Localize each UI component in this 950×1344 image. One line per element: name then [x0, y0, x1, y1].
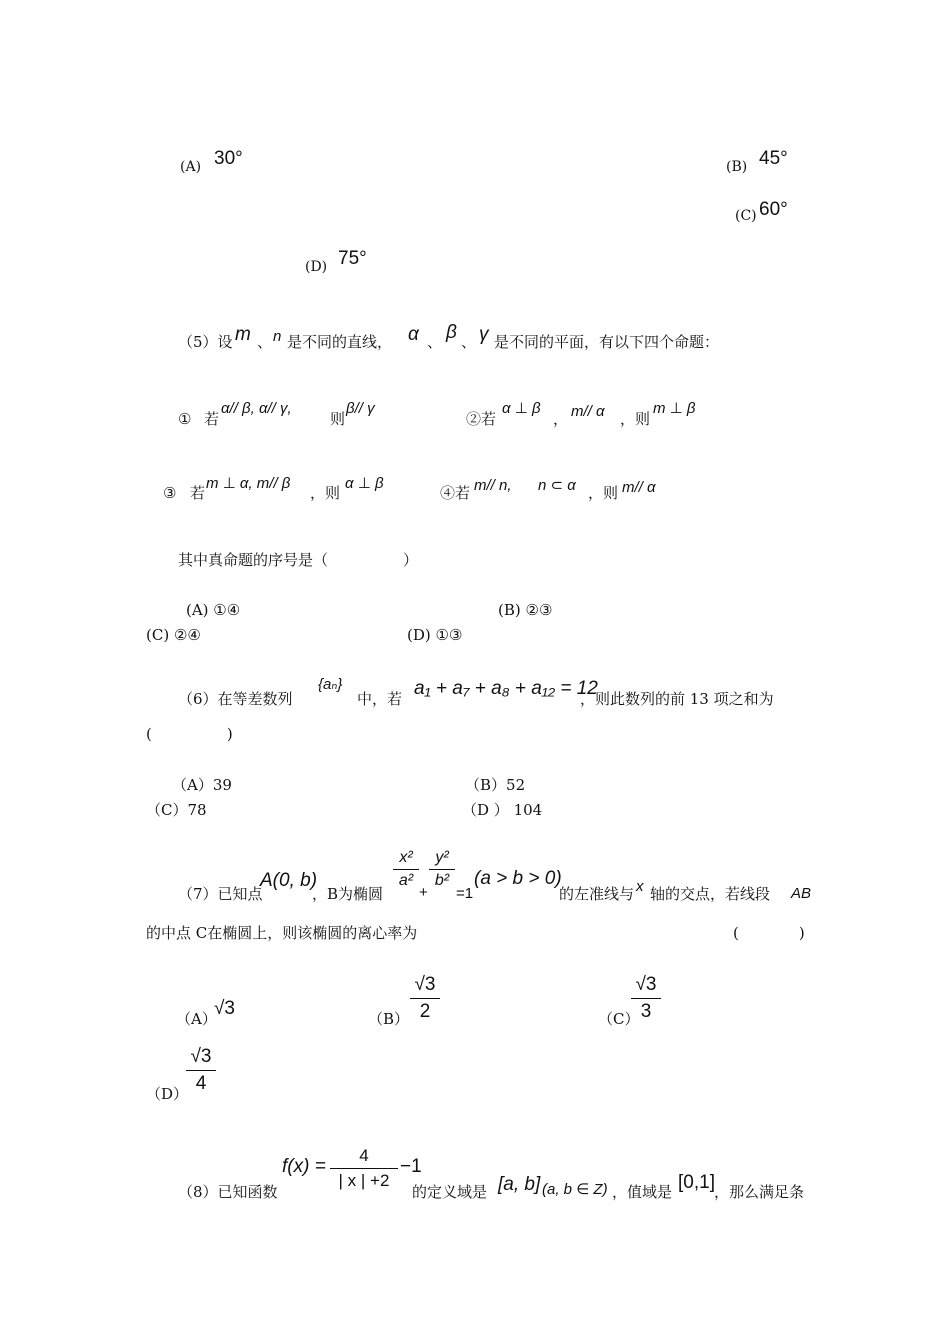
q5-prop1-then: 则: [330, 410, 346, 428]
q5-prop2-result: m ⊥ β: [653, 400, 696, 417]
q5-prop1-number: ①: [178, 410, 192, 428]
q5-option-c: (C) ②④: [146, 626, 201, 644]
q8-function-numerator: 4: [359, 1146, 369, 1165]
q8-range: [0,1]: [678, 1172, 715, 1193]
q7-plus: +: [419, 884, 428, 901]
q5-prop2-condition1: α ⊥ β: [502, 400, 541, 417]
q5-stem-part2: 是不同的直线，: [287, 333, 393, 351]
q5-prop4-condition1: m// n,: [474, 477, 512, 494]
q7-option-c-fraction: [631, 974, 661, 1023]
q7-option-d-numerator: √3: [190, 1046, 212, 1067]
q5-stem-part1: （5）设: [178, 333, 233, 351]
q7-option-b-label: （B）: [368, 1010, 410, 1028]
q5-prop3-number: ③: [163, 484, 177, 502]
q7-option-a-value: √3: [214, 998, 235, 1019]
q5-prop2-comma: ，: [553, 410, 569, 428]
q7-equals-one: =1: [456, 885, 474, 902]
q7-option-c-denominator: 3: [640, 1001, 652, 1022]
q8-function-fraction: [330, 1146, 398, 1191]
q5-prop4-number: ④若: [440, 484, 471, 502]
q5-sep1: 、: [257, 333, 273, 351]
q6-option-d: （D ） 104: [462, 801, 543, 819]
q5-option-b: (B) ②③: [498, 601, 553, 619]
q5-sep2: 、: [427, 333, 443, 351]
q4-option-b-value: 45°: [759, 148, 788, 169]
q7-condition: (a > b > 0): [474, 868, 562, 889]
q6-option-b: （B）52: [465, 776, 526, 794]
q7-stem-part1: （7）已知点: [178, 885, 263, 903]
q7-stem-part2: ，B为椭圆: [312, 885, 384, 903]
q7-option-d-fraction: [186, 1046, 216, 1095]
q7-point-a: A(0, b): [260, 870, 318, 891]
q7-stem-part4: 轴的交点，若线段: [650, 885, 771, 903]
q7-fraction-y: [429, 849, 455, 890]
q7-var-x: x: [636, 878, 644, 895]
q4-option-a-label: (A): [180, 159, 202, 175]
q7-fraction-y-bar: [429, 869, 455, 870]
q7-option-c-label: （C）: [598, 1010, 640, 1028]
q5-prop3-result: α ⊥ β: [345, 475, 384, 492]
q8-stem-part4: ，那么满足条: [714, 1183, 805, 1201]
q4-option-b-label: (B): [726, 159, 748, 175]
q7-fraction-x: [393, 849, 419, 890]
q7-option-b-fraction: [410, 974, 440, 1023]
q5-option-d: (D) ①③: [407, 626, 463, 644]
q6-equation: a₁ + a₇ + a₈ + a₁₂ = 12: [414, 678, 598, 699]
q7-option-d-denominator: 4: [195, 1073, 207, 1094]
q5-var-beta: β: [446, 322, 457, 343]
q8-domain-condition: (a, b ∈ Z): [542, 1181, 608, 1198]
q6-option-a: （A）39: [172, 776, 232, 794]
q7-stem-line2: 的中点 C在椭圆上，则该椭圆的离心率为: [146, 924, 418, 942]
q7-fraction-x-numerator: x²: [399, 849, 413, 866]
q6-stem-part2: 中，若: [357, 690, 403, 708]
q8-function-denominator: | x | +2: [338, 1171, 390, 1190]
q5-prop2-number: ②若: [466, 410, 497, 428]
q5-prop2-condition2: m// α: [571, 403, 605, 420]
q8-function-bar: [330, 1168, 398, 1169]
q6-stem-part1: （6）在等差数列: [178, 690, 293, 708]
q4-option-a-value: 30°: [214, 148, 243, 169]
q5-var-n: n: [273, 328, 282, 345]
q8-function-tail: −1: [400, 1156, 422, 1177]
q7-fraction-x-bar: [393, 869, 419, 870]
q8-function-lhs: f(x) =: [282, 1156, 326, 1177]
q5-prop4-condition2: n ⊂ α: [538, 477, 576, 494]
q6-option-c: （C）78: [146, 801, 207, 819]
q7-option-d-label: （D）: [146, 1085, 189, 1103]
q4-option-d-label: (D): [305, 259, 328, 275]
q8-domain: [a, b]: [498, 1174, 541, 1195]
q5-prop4-then: ，则: [588, 484, 619, 502]
q7-option-c-numerator: √3: [635, 974, 657, 995]
q7-option-d-bar: [186, 1070, 216, 1071]
q7-fraction-x-denominator: a²: [398, 872, 414, 889]
q5-var-m: m: [235, 324, 251, 345]
q7-stem-part3: 的左准线与: [559, 885, 635, 903]
q7-fraction-y-numerator: y²: [435, 849, 449, 866]
q7-option-a-label: （A）: [176, 1010, 217, 1028]
q5-prop2-then: ，则: [620, 410, 651, 428]
q6-answer-paren: ( ): [146, 725, 233, 743]
q5-prop1-result: β// γ: [346, 400, 375, 417]
q5-prop3-condition: m ⊥ α, m// β: [206, 475, 291, 492]
q7-option-c-bar: [631, 998, 661, 999]
q4-option-c-label: (C): [735, 208, 757, 224]
q5-var-gamma: γ: [479, 324, 489, 345]
q7-segment-ab: AB: [791, 885, 812, 902]
q5-prop3-then: ，则: [310, 484, 341, 502]
q5-prop1-condition: α// β, α// γ,: [221, 400, 292, 417]
q6-sequence: {aₙ}: [318, 676, 343, 693]
q4-option-d-value: 75°: [338, 248, 367, 269]
q8-stem-part2: 的定义域是: [412, 1183, 488, 1201]
q7-option-b-denominator: 2: [419, 1001, 431, 1022]
q5-stem-part3: 是不同的平面，有以下四个命题：: [494, 333, 720, 351]
q7-answer-paren: ( ): [733, 924, 805, 942]
q5-prop1-if: 若: [204, 410, 220, 428]
q4-option-c-value: 60°: [759, 199, 788, 220]
q5-option-a: (A) ①④: [186, 601, 241, 619]
q7-option-b-numerator: √3: [414, 974, 436, 995]
q8-stem-part1: （8）已知函数: [178, 1183, 278, 1201]
q5-var-alpha: α: [408, 324, 419, 345]
q5-prop4-result: m// α: [622, 479, 656, 496]
q6-stem-part3: ，则此数列的前 13 项之和为: [580, 690, 774, 708]
q5-question: 其中真命题的序号是（ ）: [178, 551, 419, 569]
q7-option-b-bar: [410, 998, 440, 999]
q8-stem-part3: ，值域是: [612, 1183, 673, 1201]
q5-sep3: 、: [461, 333, 477, 351]
q7-fraction-y-denominator: b²: [434, 872, 450, 889]
q5-prop3-if: 若: [190, 484, 206, 502]
